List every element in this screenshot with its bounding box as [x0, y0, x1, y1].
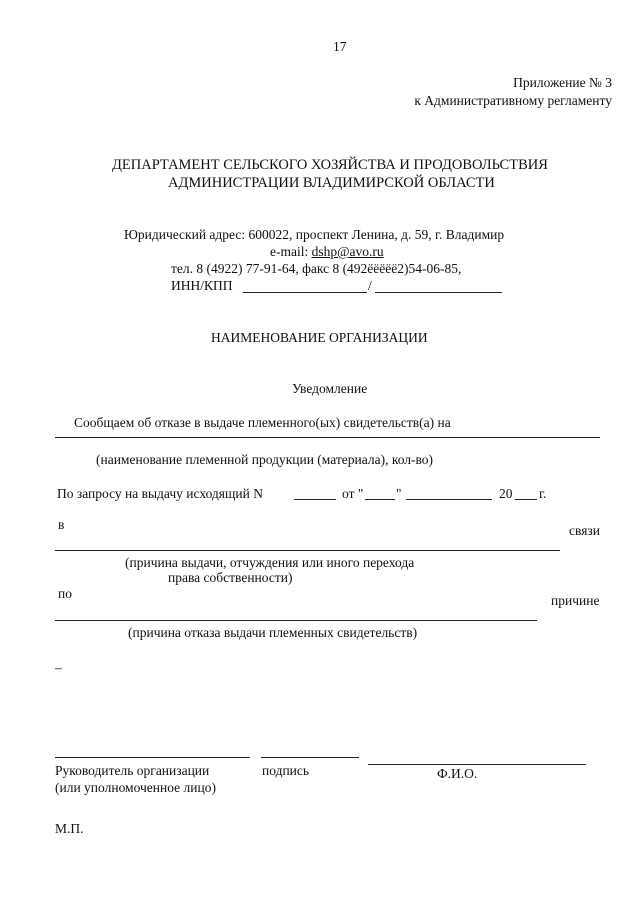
inn-separator: /: [368, 278, 372, 293]
reason-caption-line2: права собственности): [168, 570, 293, 585]
word-po: по: [58, 586, 72, 601]
dash-mark: –: [55, 660, 62, 675]
kpp-blank: [375, 292, 502, 293]
request-prefix: По запросу на выдачу исходящий N: [57, 486, 263, 501]
email-row: [270, 245, 384, 259]
request-year-blank: [515, 499, 537, 500]
sign-label: подпись: [262, 763, 310, 778]
refusal-caption: (причина отказа выдачи племенных свидетельств): [128, 625, 418, 640]
email-link[interactable]: dshp@avo.ru: [311, 244, 384, 259]
request-day-blank: [365, 499, 395, 500]
product-blank: [55, 437, 600, 438]
word-svyazi: связи: [569, 523, 600, 538]
role-signature-line: [55, 757, 250, 758]
notice-title: Уведомление: [292, 381, 368, 396]
product-caption: (наименование племенной продукции (материала), кол-во): [96, 452, 434, 467]
inn-kpp-label: ИНН/КПП: [171, 278, 233, 293]
fio-label: Ф.И.О.: [437, 766, 478, 781]
sign-line: [261, 757, 359, 758]
request-year-suffix: г.: [539, 486, 547, 501]
department-line2: АДМИНИСТРАЦИИ ВЛАДИМИРСКОЙ ОБЛАСТИ: [168, 175, 495, 191]
email-label: e-mail:: [270, 244, 312, 259]
phone-fax: тел. 8 (4922) 77-91-64, факс 8 (492ёёёёё2)54-06-85,: [171, 261, 462, 276]
fio-line: [368, 764, 586, 765]
department-line1: ДЕПАРТАМЕНТ СЕЛЬСКОГО ХОЗЯЙСТВА И ПРОДОВОЛЬСТВИЯ: [112, 157, 548, 173]
stamp-label: М.П.: [55, 821, 84, 836]
word-v: в: [58, 517, 65, 532]
request-month-blank: [406, 499, 492, 500]
request-year: 20: [499, 486, 513, 501]
role-line2: (или уполномоченное лицо): [55, 780, 216, 795]
reason-blank: [55, 550, 560, 551]
appendix-line1: Приложение № 3: [513, 75, 612, 90]
word-prichine: причине: [551, 593, 600, 608]
reason-caption-line1: (причина выдачи, отчуждения или иного перехода: [125, 555, 415, 570]
legal-address: Юридический адрес: 600022, проспект Ленина, д. 59, г. Владимир: [124, 227, 505, 242]
request-from: от ": [342, 486, 364, 501]
page-number: 17: [333, 39, 347, 54]
request-quote: ": [396, 486, 402, 501]
inn-blank: [243, 292, 367, 293]
request-number-blank: [294, 499, 336, 500]
appendix-line2: к Административному регламенту: [414, 93, 612, 108]
notice-sentence: Сообщаем об отказе в выдаче племенного(ых) свидетельств(а) на: [74, 415, 451, 430]
role-line1: Руководитель организации: [55, 763, 210, 778]
organization-name: НАИМЕНОВАНИЕ ОРГАНИЗАЦИИ: [211, 330, 428, 345]
refusal-blank: [55, 620, 537, 621]
